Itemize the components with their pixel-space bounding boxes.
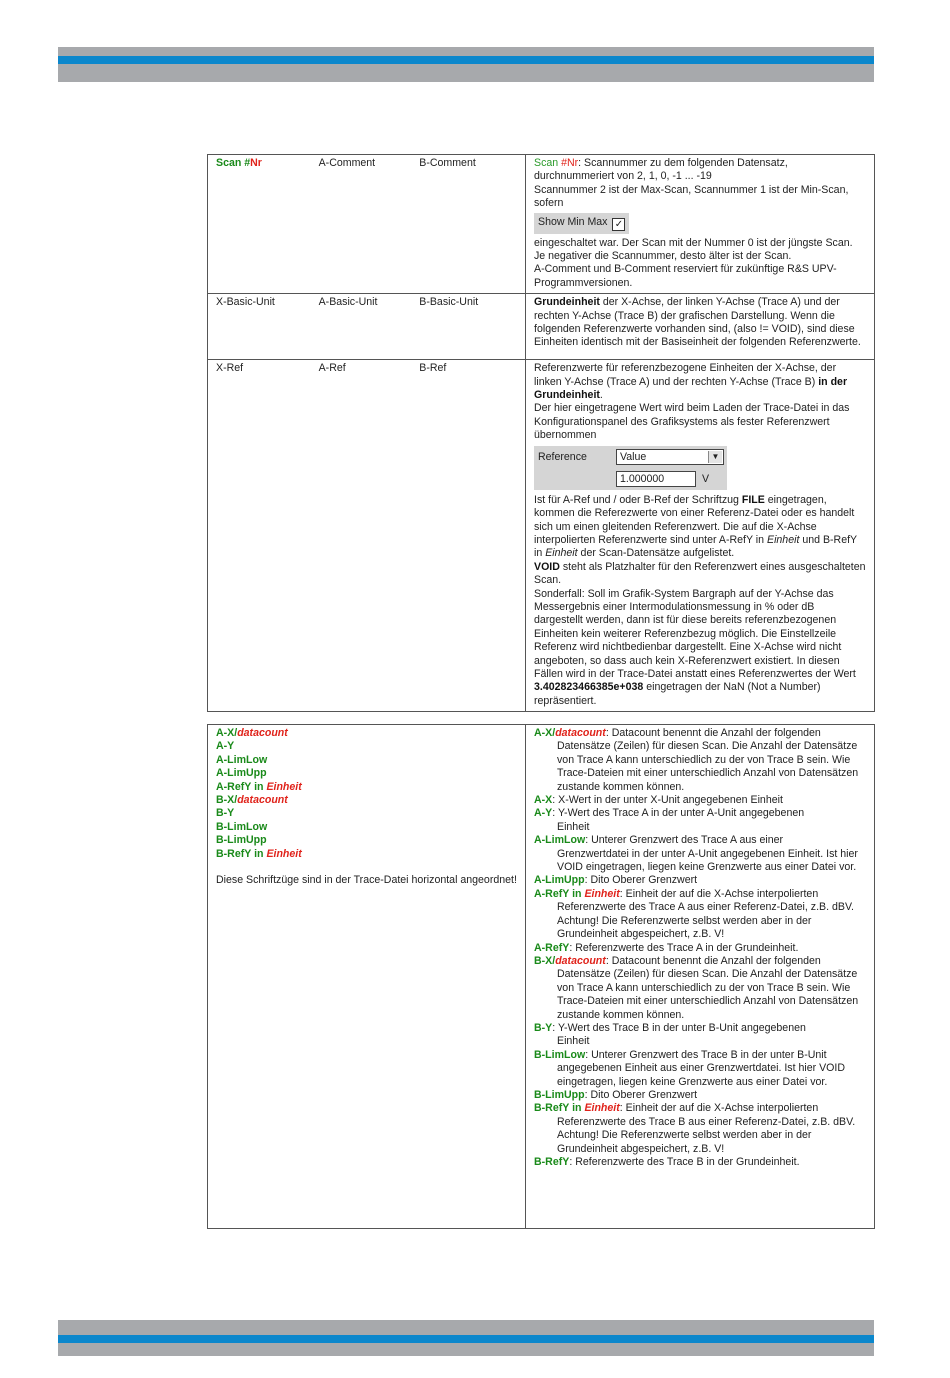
reference-label: Reference: [538, 450, 587, 463]
b-comment-label: B-Comment: [419, 157, 476, 169]
b-basic-unit-label: B-Basic-Unit: [419, 296, 479, 309]
list-item: A-RefY in Einheit: [216, 780, 302, 793]
description-cell: Scan #Nr: Scannummer zu dem folgenden Datensatz, durchnummeriert von 2, 1, 0, -1 ... -19 Scannummer 2 ist der Max-Scan, Scannummer 1 ist der Min-Scan, sofern Show Min Max ✓ eingeschaltet war. Der Scan mit der Nummer 0 ist der jüngste Scan. Je negativer die Scannummer, desto älter ist der Scan. A-Comment und B-Comment reserviert für zukünftige R&S UPV-Programmversionen.: [526, 155, 875, 294]
field-names-cell: [208, 360, 526, 712]
description-cell: Grundeinheit der X-Achse, der linken Y-Achse (Trace A) und der rechten Y-Achse (Trace B) der grafischen Darstellung. Wenn die folgenden Referenzwerte vorhanden sind, (also != VOID), sind diese Einheiten identisch mit der Basiseinheit der folgenden Referenzwerte.: [526, 294, 875, 360]
header-band-gray: [58, 47, 874, 56]
field-list-cell: [208, 725, 526, 1229]
footer-band-gray-bottom: [58, 1343, 874, 1356]
table-row: [208, 725, 875, 1229]
reference-panel: [534, 446, 727, 490]
list-item: B-X/datacount: [216, 794, 288, 807]
list-item: B-LimUpp: [216, 834, 267, 847]
field-names-cell: [208, 294, 526, 360]
trace-format-table-1: [207, 154, 875, 712]
a-comment-label: A-Comment: [318, 157, 376, 169]
show-min-max-checkbox[interactable]: Show Min Max ✓: [534, 213, 629, 234]
list-item: B-RefY in Einheit: [216, 847, 302, 860]
list-item: A-LimLow: [216, 753, 268, 766]
chevron-down-icon[interactable]: ▼: [708, 451, 722, 463]
checkmark-icon: ✓: [612, 218, 625, 231]
x-ref-label: X-Ref: [216, 362, 244, 375]
footer-band-blue: [58, 1335, 874, 1343]
list-item: B-LimLow: [216, 820, 268, 833]
reference-unit: V: [702, 472, 710, 485]
table-row: [208, 155, 875, 294]
b-ref-label: B-Ref: [419, 362, 447, 375]
a-ref-label: A-Ref: [318, 362, 346, 375]
header-band-blue: [58, 56, 874, 64]
reference-select[interactable]: Value ▼: [616, 449, 724, 465]
description-cell: Referenzwerte für referenzbezogene Einheiten der X-Achse, der linken Y-Achse (Trace A) und der rechten Y-Achse (Trace B) in der Grundeinheit. Der hier eingetragene Wert wird beim Laden der Trace-Datei in das Konfigurationspanel des Grafiksystems als fester Referenzwert übernommen Reference Value ▼ 1.000000 V Ist für A-Ref und / oder B-Ref der Schriftzug FILE eingetragen, kommen die Referezwerte von einer Referenz-Datei oder es handelt sich um einen gleitenden Referenzwert. Die auf die X-Achse interpolierten Referenzwerte sind unter A-RefY in Einheit und B-RefY in Einheit der Scan-Datensätze aufgelistet. VOID steht als Platzhalter für den Referenzwert eines ausgeschalteten Scan. Sonderfall: Soll im Grafik-System Bargraph auf der Y-Achse das Messergebnis einer Intermodulationsmessung in % oder dB dargestellt werden, dann ist für diese bereits referenzbezogenen Einheiten kein weiterer Referenzbezug möglich. Die Einstellzeile Referenz wird nichtbedienbar dargestellt. Eine X-Achse wird nicht angeboten, so dass auch kein X-Referenzwert existiert. In diesen Fällen wird in der Trace-Datei anstatt eines Referenzwertes der Wert 3.402823466385e+038 eingetragen der NaN (Not a Number) repräsentiert.: [526, 360, 875, 712]
list-item: B-Y: [216, 807, 235, 820]
reference-value-input[interactable]: 1.000000: [616, 471, 696, 487]
list-item: A-LimUpp: [216, 767, 267, 780]
list-item: A-X/datacount: [216, 727, 288, 739]
footer-band-gray: [58, 1320, 874, 1335]
x-basic-unit-label: X-Basic-Unit: [216, 296, 275, 309]
scan-nr-label: Scan #Nr: [216, 157, 262, 169]
a-basic-unit-label: A-Basic-Unit: [318, 296, 378, 309]
header-band-gray-bottom: [58, 64, 874, 82]
table-row: [208, 360, 875, 712]
field-names-cell: [208, 155, 526, 294]
trace-format-table-2: [207, 724, 875, 1229]
note-text: Diese Schriftzüge sind in der Trace-Datei horizontal angeordnet!: [216, 874, 517, 887]
list-item: A-Y: [216, 740, 235, 753]
description-cell: A-X/datacount: Datacount benennt die Anzahl der folgenden Datensätze (Zeilen) für diesen Scan. Die Anzahl der Datensätze von Trace A kann unterschiedlich zu der von Trace B sein. Wie Trace-Dateien mit einer unterschiedlich Anzahl von Datensätzen zustande kommen können. A-X: X-Wert in der unter X-Unit angegebenen Einheit A-Y: Y-Wert des Trace A in der unter A-Unit angegebenen Einheit A-LimLow: Unterer Grenzwert des Trace A aus einer Grenzwertdatei in der unter A-Unit angegebenen Einheit. Ist hier VOID eingetragen, liegen keine Grenzwerte aus einer Datei vor. A-LimUpp: Dito Oberer Grenzwert A-RefY in Einheit: Einheit der auf die X-Achse interpolierten Referenzwerte des Trace A aus einer Referenz-Datei, z.B. dBV. Achtung! Die Referenzwerte selbst werden aber in der Grundeinheit abgespeichert, z.B. V! A-RefY: Referenzwerte des Trace A in der Grundeinheit. B-X/datacount: Datacount benennt die Anzahl der folgenden Datensätze (Zeilen) für diesen Scan. Die Anzahl der Datensätze von Trace A kann unterschiedlich zu der von Trace B sein. Wie Trace-Dateien mit einer unterschiedlich Anzahl von Datensätzen zustande kommen können. B-Y: Y-Wert des Trace B in der unter B-Unit angegebenen Einheit B-LimLow: Unterer Grenzwert des Trace B in der unter B-Unit angegebenen Einheit aus einer Grenzwertdatei. Ist hier VOID eingetragen, liegen keine Grenzwerte aus einer Datei vor. B-LimUpp: Dito Oberer Grenzwert B-RefY in Einheit: Einheit der auf die X-Achse interpolierten Referenzwerte des Trace B aus einer Referenz-Datei, z.B. dBV. Achtung! Die Referenzwerte selbst werden aber in der Grundeinheit abgespeichert, z.B. V! B-RefY: Referenzwerte des Trace B in der Grundeinheit.: [526, 725, 875, 1229]
table-row: [208, 294, 875, 360]
